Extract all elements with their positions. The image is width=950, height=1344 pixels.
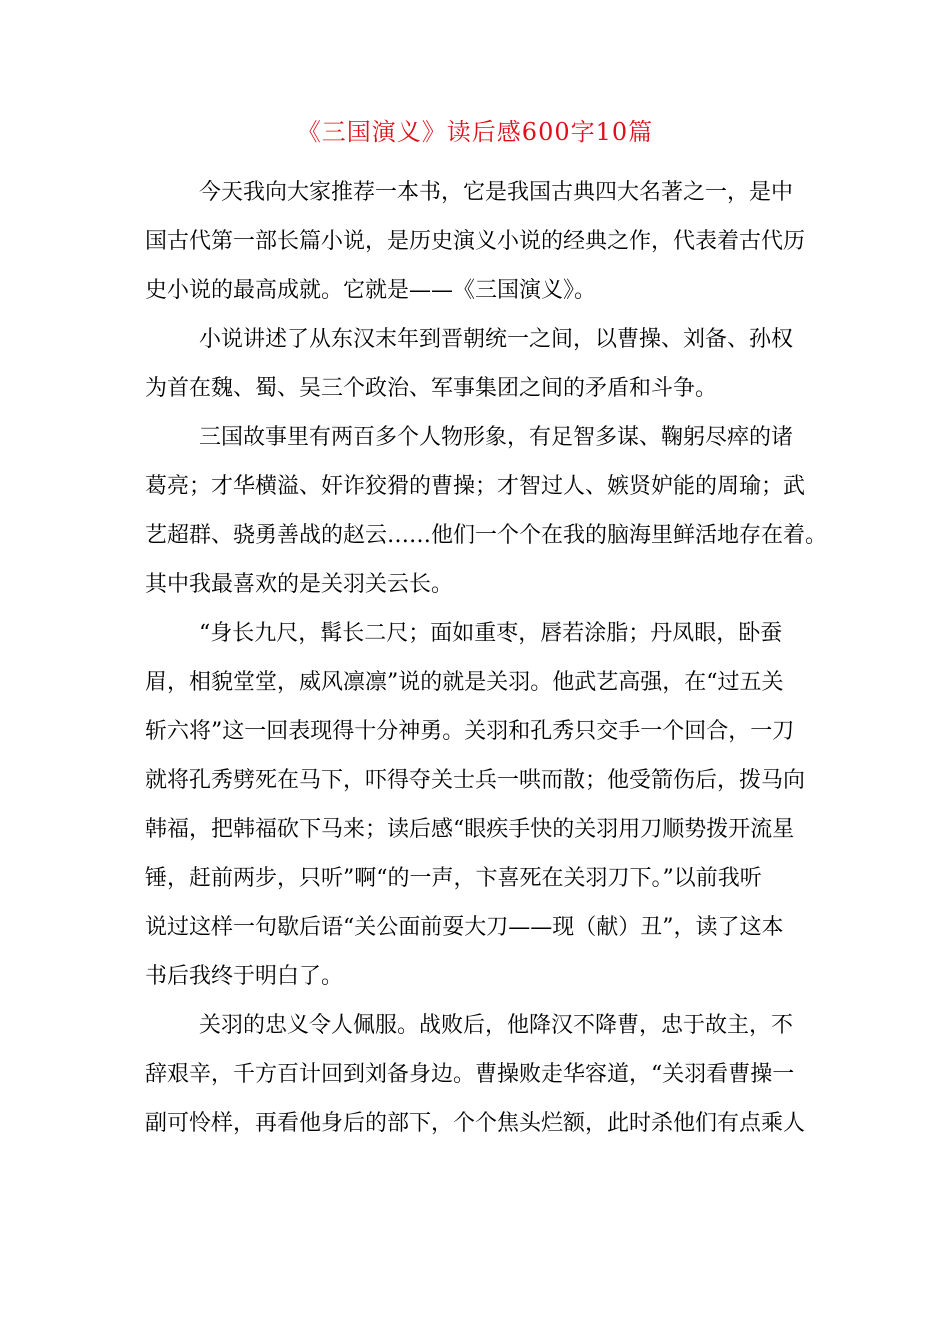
- paragraph-5: [145, 1001, 811, 1148]
- text-line: “身长九尺，髯长二尺；面如重枣，唇若涂脂；丹凤眼，卧蚕: [199, 621, 783, 646]
- text-line: 艺超群、骁勇善战的赵云……他们一个个在我的脑海里鲜活地存在着。: [145, 523, 828, 548]
- text-line: 史小说的最高成就。它就是——《三国演义》。: [145, 278, 597, 303]
- document-body: [145, 168, 828, 1148]
- text-line: 锤，赶前两步，只听”啊“的一声，卞喜死在关羽刀下。”以前我听: [145, 866, 762, 891]
- text-line: 副可怜样，再看他身后的部下，个个焦头烂额，此时杀他们有点乘人: [145, 1111, 806, 1136]
- text-line: 就将孔秀劈死在马下，吓得夺关士兵一哄而散；他受箭伤后，拨马向: [145, 768, 806, 793]
- text-line: 说过这样一句歇后语“关公面前耍大刀——现（献）丑”，读了这本: [145, 915, 784, 940]
- paragraph-2: [145, 315, 811, 413]
- text-line: 三国故事里有两百多个人物形象，有足智多谋、鞠躬尽瘁的诸: [199, 425, 794, 450]
- text-line: 国古代第一部长篇小说，是历史演义小说的经典之作，代表着古代历: [145, 229, 806, 254]
- text-line: 韩福，把韩福砍下马来；读后感“眼疾手快的关羽用刀顺势拨开流星: [145, 817, 795, 842]
- text-line: 葛亮；才华横溢、奸诈狡猾的曹操；才智过人、嫉贤妒能的周瑜；武: [145, 474, 806, 499]
- text-line: 关羽的忠义令人佩服。战败后，他降汉不降曹，忠于故主，不: [199, 1013, 794, 1038]
- paragraph-1: [145, 168, 811, 315]
- text-line: 小说讲述了从东汉末年到晋朝统一之间，以曹操、刘备、孙权: [199, 327, 794, 352]
- paragraph-3: [145, 413, 828, 609]
- text-line: 眉，相貌堂堂，威风凛凛”说的就是关羽。他武艺高强，在“过五关: [145, 670, 784, 695]
- document-title: 《三国演义》读后感600字10篇: [296, 118, 654, 146]
- text-line: 书后我终于明白了。: [145, 964, 344, 989]
- text-line: 辞艰辛，千方百计回到刘备身边。曹操败走华容道，“关羽看曹操一: [145, 1062, 795, 1087]
- text-line: 为首在魏、蜀、吴三个政治、军事集团之间的矛盾和斗争。: [145, 376, 718, 401]
- text-line: 今天我向大家推荐一本书，它是我国古典四大名著之一，是中: [199, 180, 794, 205]
- text-line: 斩六将”这一回表现得十分神勇。关羽和孔秀只交手一个回合，一刀: [145, 719, 795, 744]
- paragraph-4: [145, 609, 811, 1001]
- text-line: 其中我最喜欢的是关羽关云长。: [145, 572, 454, 597]
